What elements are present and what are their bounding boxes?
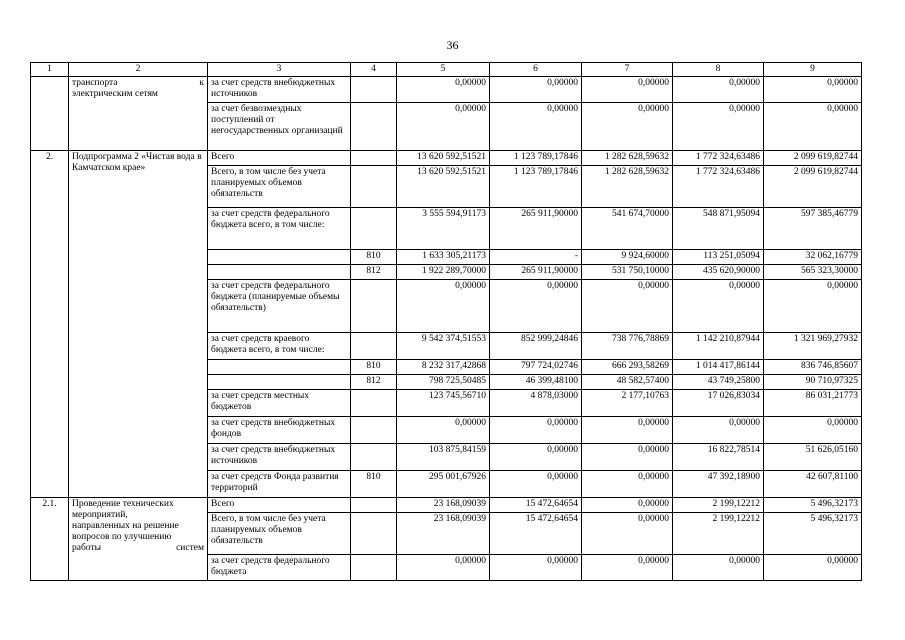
budget-code [351,333,397,360]
amount-cell: 0,00000 [490,77,582,103]
amount-cell: 13 620 592,51521 [397,151,490,166]
budget-code [351,166,397,208]
amount-cell: 103 875,84159 [397,444,490,471]
header-cell: 2 [69,63,208,77]
row-label [208,375,351,390]
amount-cell: 0,00000 [490,103,582,151]
row-label: за счет средств федерального бюджета всего, в том числе: [208,208,351,250]
amount-cell: 738 776,78869 [582,333,673,360]
amount-cell: 0,00000 [397,77,490,103]
amount-cell: 0,00000 [490,555,582,581]
budget-code [351,280,397,333]
program-name-text: направленных на решение [72,521,179,531]
amount-cell: 9 542 374,51553 [397,333,490,360]
amount-cell: 5 496,32173 [764,513,862,555]
amount-cell: 0,00000 [764,77,862,103]
amount-cell: 0,00000 [764,103,862,151]
budget-code [351,390,397,417]
row-label: за счет средств федерального бюджета (планируемые объемы обязательств) [208,280,351,333]
program-name-text: к [199,78,204,88]
amount-cell: 265 911,90000 [490,208,582,250]
amount-cell: 1 321 969,27932 [764,333,862,360]
amount-cell: 0,00000 [582,417,673,444]
row-index [31,77,69,151]
amount-cell: 47 392,18900 [673,471,764,498]
amount-cell: 265 911,90000 [490,265,582,280]
row-label: Всего, в том числе без учета планируемых объемов обязательств [208,513,351,555]
program-name-text: Проведение технических [72,499,174,509]
amount-cell: 0,00000 [582,444,673,471]
amount-cell: 0,00000 [582,77,673,103]
amount-cell: 0,00000 [397,103,490,151]
amount-cell: 0,00000 [490,280,582,333]
row-label [208,265,351,280]
program-name-text: работы [72,543,101,553]
amount-cell: 113 251,05094 [673,250,764,265]
row-label: Всего [208,498,351,513]
amount-cell: 0,00000 [397,280,490,333]
amount-cell: 43 749,25800 [673,375,764,390]
budget-table [30,62,862,581]
table-body [31,63,862,581]
row-label: Всего, в том числе без учета планируемых объемов обязательств [208,166,351,208]
amount-cell: 1 772 324,63486 [673,151,764,166]
amount-cell: 0,00000 [582,498,673,513]
amount-cell: 295 001,67926 [397,471,490,498]
budget-code [351,444,397,471]
budget-code [351,103,397,151]
amount-cell: 1 123 789,17846 [490,166,582,208]
table-row [31,77,862,103]
amount-cell: 90 710,97325 [764,375,862,390]
amount-cell: 8 232 317,42868 [397,360,490,375]
header-row [31,63,862,77]
amount-cell: 0,00000 [397,417,490,444]
amount-cell: 0,00000 [673,280,764,333]
amount-cell: 548 871,95094 [673,208,764,250]
budget-code: 810 [351,471,397,498]
budget-code [351,555,397,581]
program-name-text: систем [176,543,204,553]
amount-cell: 435 620,90000 [673,265,764,280]
amount-cell: 0,00000 [582,471,673,498]
amount-cell: 0,00000 [764,555,862,581]
budget-code [351,417,397,444]
row-label: за счет средств внебюджетных фондов [208,417,351,444]
amount-cell: 0,00000 [582,103,673,151]
budget-code [351,208,397,250]
budget-code [351,151,397,166]
header-cell: 4 [351,63,397,77]
amount-cell: 86 031,21773 [764,390,862,417]
amount-cell: 2 199,12212 [673,513,764,555]
amount-cell: 541 674,70000 [582,208,673,250]
amount-cell: 0,00000 [490,417,582,444]
amount-cell: 3 555 594,91173 [397,208,490,250]
amount-cell: 1 123 789,17846 [490,151,582,166]
amount-cell: 0,00000 [673,103,764,151]
header-cell: 7 [582,63,673,77]
amount-cell: 23 168,09039 [397,498,490,513]
amount-cell: 42 607,81100 [764,471,862,498]
program-name: Подпрограмма 2 «Чистая вода в Камчатском крае» [69,151,208,498]
amount-cell: 852 999,24846 [490,333,582,360]
program-name [69,77,208,151]
page-number: 36 [446,38,459,52]
amount-cell: 13 620 592,51521 [397,166,490,208]
amount-cell: 0,00000 [764,280,862,333]
amount-cell: 0,00000 [582,555,673,581]
amount-cell: 666 293,58269 [582,360,673,375]
row-index: 2.1. [31,498,69,581]
program-name-text: транспорта [72,78,118,88]
row-label: за счет средств внебюджетных источников [208,444,351,471]
amount-cell: 2 177,10763 [582,390,673,417]
budget-code [351,498,397,513]
header-cell: 3 [208,63,351,77]
amount-cell: 2 199,12212 [673,498,764,513]
header-cell: 1 [31,63,69,77]
amount-cell: 1 922 289,70000 [397,265,490,280]
program-name-text: вопросов по улучшению [72,532,172,542]
amount-cell: 1 282 628,59632 [582,166,673,208]
program-name [69,498,208,581]
header-cell: 5 [397,63,490,77]
amount-cell: 1 014 417,86144 [673,360,764,375]
amount-cell: 46 399,48100 [490,375,582,390]
row-label: за счет безвозмездных поступлений от негосударственных организаций [208,103,351,151]
amount-cell: 797 724,02746 [490,360,582,375]
header-cell: 6 [490,63,582,77]
amount-cell: - [490,250,582,265]
amount-cell: 1 633 305,21173 [397,250,490,265]
row-label [208,250,351,265]
table-row [31,498,862,513]
budget-code [351,77,397,103]
amount-cell: 1 772 324,63486 [673,166,764,208]
amount-cell: 836 746,85607 [764,360,862,375]
table-row [31,151,862,166]
amount-cell: 32 062,16779 [764,250,862,265]
budget-code [351,513,397,555]
header-cell: 8 [673,63,764,77]
amount-cell: 1 142 210,87944 [673,333,764,360]
amount-cell: 123 745,56710 [397,390,490,417]
row-index: 2. [31,151,69,498]
amount-cell: 565 323,30000 [764,265,862,280]
amount-cell: 0,00000 [673,555,764,581]
amount-cell: 51 626,05160 [764,444,862,471]
amount-cell: 0,00000 [490,444,582,471]
amount-cell: 1 282 628,59632 [582,151,673,166]
budget-code: 810 [351,360,397,375]
amount-cell: 23 168,09039 [397,513,490,555]
row-label: за счет средств краевого бюджета всего, в том числе: [208,333,351,360]
amount-cell: 798 725,50485 [397,375,490,390]
row-label: за счет средств местных бюджетов [208,390,351,417]
amount-cell: 17 026,83034 [673,390,764,417]
row-label: за счет средств федерального бюджета [208,555,351,581]
amount-cell: 531 750,10000 [582,265,673,280]
row-label [208,360,351,375]
amount-cell: 4 878,03000 [490,390,582,417]
budget-code: 812 [351,375,397,390]
amount-cell: 0,00000 [490,471,582,498]
amount-cell: 0,00000 [673,77,764,103]
amount-cell: 5 496,32173 [764,498,862,513]
amount-cell: 0,00000 [397,555,490,581]
amount-cell: 0,00000 [582,280,673,333]
row-label: за счет средств Фонда развития территорий [208,471,351,498]
row-label: Всего [208,151,351,166]
amount-cell: 48 582,57400 [582,375,673,390]
amount-cell: 16 822,78514 [673,444,764,471]
header-cell: 9 [764,63,862,77]
program-name-text: мероприятий, [72,510,128,520]
amount-cell: 15 472,64654 [490,513,582,555]
amount-cell: 0,00000 [673,417,764,444]
amount-cell: 597 385,46779 [764,208,862,250]
amount-cell: 2 099 619,82744 [764,151,862,166]
budget-code: 810 [351,250,397,265]
amount-cell: 9 924,60000 [582,250,673,265]
budget-code: 812 [351,265,397,280]
amount-cell: 0,00000 [582,513,673,555]
amount-cell: 15 472,64654 [490,498,582,513]
amount-cell: 2 099 619,82744 [764,166,862,208]
amount-cell: 0,00000 [764,417,862,444]
program-name-text: электрическим сетям [72,89,158,99]
row-label: за счет средств внебюджетных источников [208,77,351,103]
